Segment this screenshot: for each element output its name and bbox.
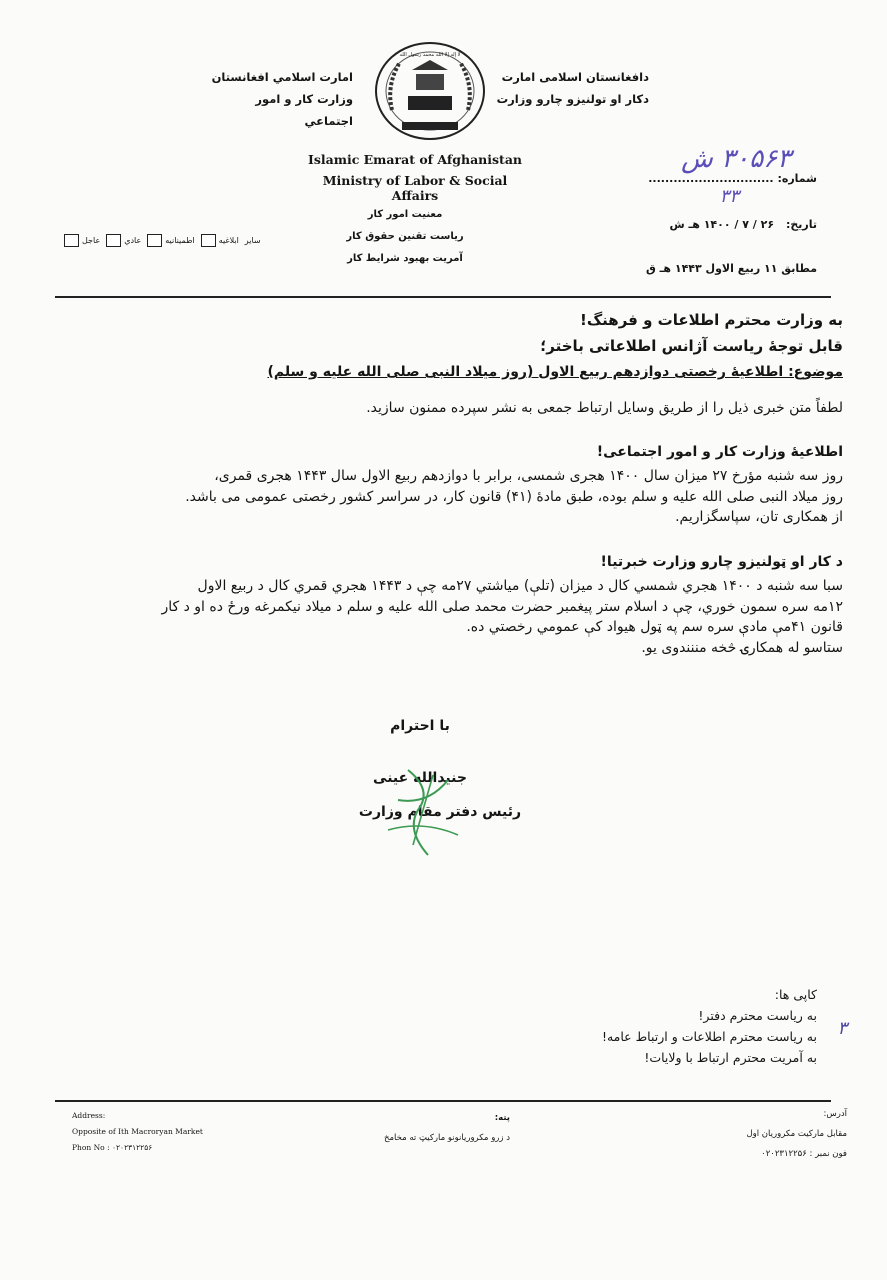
footer-dari-label: آدرس: [823,1109,847,1119]
handwritten-subnumber: ۳۳ [719,186,739,207]
footer-dari-address: مقابل مارکیت مکروریان اول [746,1129,847,1139]
dari-paragraph [43,466,843,528]
header-left-dari [208,66,353,132]
checkbox-box[interactable] [147,234,162,247]
pashto-heading: د کار او ټولنیزو چارو وزارت خبرتیا! [600,554,843,570]
letter-recipient: به وزارت محترم اطلاعات و فرهنگ! [579,311,843,329]
checkbox-label: عادي [124,236,142,245]
header-left-line1: امارت اسلامي افغانستان [211,70,353,84]
closing: با احترام [390,718,450,734]
handwritten-number: ۳۰۵۶۳ ش [681,144,791,174]
checkbox-other[interactable] [245,236,261,245]
emblem-text: لا إله إلا الله محمد رسول الله [399,52,461,58]
header-divider [55,296,831,298]
office-block [300,204,510,270]
copies-count-mark: ۳ [837,1018,847,1039]
pashto-line: ۱۲مه سره سمون خوري، چې د اسلام ستر پیغمبر حضرت محمد صلی الله علیه و سلم د میلاد نیکمرغه ورځ ده او د کار [161,598,843,615]
copies-heading: کاپی ها: [774,987,817,1002]
letter-date [669,218,817,231]
footer-divider [55,1100,831,1102]
pashto-paragraph [43,576,843,658]
footer-address: Opposite of Ith Macroryan Market [72,1127,203,1136]
office-line3: آمريت بهبود شرايط کار [347,253,463,264]
signatory-title: رئیس دفتر مقام وزارت [358,804,522,820]
checkbox-urgent[interactable] [64,234,100,247]
footer-pashto-address: د زرو مکروریانونو مارکیټ ته مخامخ [383,1133,510,1143]
footer-dari [746,1104,847,1164]
footer-address-label: Address: [72,1111,106,1120]
checkbox-confirmation[interactable] [147,234,194,247]
letter-subject: موضوع: اطلاعیهٔ رخصتی دوازدهم ربیع الاول (روز میلاد النبی صلی الله علیه و سلم) [267,364,843,380]
handwritten-signature-icon [378,760,468,860]
checkbox-label: ساير [244,236,261,245]
pashto-line: قانون ۴۱مې مادې سره سم په ټول هیواد کې عمومي رخصتي ده. [466,619,843,635]
office-line1: معنيت امور کار [367,209,443,220]
dari-line: از همکاری تان، سپاسگزاریم. [675,509,843,525]
copy-item: به ریاست محترم اطلاعات و ارتباط عامه! [601,1029,817,1044]
header-right-pashto [497,66,649,110]
checkbox-normal[interactable] [106,234,141,247]
footer-dari-phone: فون نمبر : ۰۲۰۲۳۱۲۲۵۶ [761,1149,847,1159]
pashto-line: ستاسو له همکارۍ څخه مننندوی یو. [641,639,843,656]
checkbox-box[interactable] [201,234,216,247]
checkbox-label: عاجل [82,236,101,245]
letter-attention: قابل توجهٔ ریاست آژانس اطلاعاتی باختر؛ [540,337,843,355]
letter-request: لطفاً متن خبری ذیل را از طریق وسایل ارتباط جمعی به نشر سپرده ممنون سازید. [366,400,843,416]
header-left-line2: وزارت کار و امور اجتماعي [255,92,353,128]
checkbox-notification[interactable] [201,234,239,247]
pashto-line: سبا سه شنبه د ۱۴۰۰ هجري شمسي کال د میزان (تلې) میاشتي ۲۷مه چې د ۱۴۴۳ هجري قمري کال د ربیع الاول [197,578,843,594]
checkbox-label: اطمينانيه [165,236,195,245]
english-line1: Islamic Emarat of Afghanistan [307,152,523,167]
dari-line: روز سه شنبه مؤرخ ۲۷ میزان سال ۱۴۰۰ هجری شمسی، برابر با دوازدهم ربیع الاول سال ۱۴۴۳ هجری قمری، [214,468,843,484]
checkbox-label: ابلاغيه [218,236,239,245]
footer-pashto-label: پته: [494,1113,510,1123]
date-label: تاریخ: [785,218,817,231]
signatory-name: جنیدالله عینی [373,770,467,786]
emblem-icon [372,40,488,142]
dari-heading: اطلاعیهٔ وزارت کار و امور اجتماعی! [596,444,843,460]
checkbox-box[interactable] [106,234,121,247]
footer-phone: Phon No : ۰۲۰۲۳۱۲۲۵۶ [72,1143,153,1152]
dari-line: روز میلاد النبی صلی الله علیه و سلم بوده، طبق مادهٔ (۴۱) قانون کار، در سراسر کشور رخصتی عمومی می باشد. [185,488,843,505]
footer-english [72,1108,203,1156]
footer-pashto [340,1108,510,1148]
english-header [300,152,530,203]
copy-item: به آمریت محترم ارتباط با ولایات! [644,1050,817,1065]
priority-checkboxes [64,234,261,247]
office-line2: رياست تقنين حقوق کار [346,231,464,242]
date-value: ۲۶ / ۷ / ۱۴۰۰ هـ ش [669,218,775,231]
lunar-date: مطابق ۱۱ ربیع الاول ۱۴۴۳ هـ ق [645,262,817,275]
header-right-line1: دافغانستان اسلامی امارت [501,70,649,84]
copies-block [602,984,817,1068]
copy-item: به ریاست محترم دفتر! [698,1008,817,1023]
checkbox-box[interactable] [64,234,79,247]
number-label: شماره: .............................. [648,172,817,185]
english-line2: Ministry of Labor & Social Affairs [322,173,508,203]
header-right-line2: دکار او تولنیزو چارو وزارت [496,92,649,106]
